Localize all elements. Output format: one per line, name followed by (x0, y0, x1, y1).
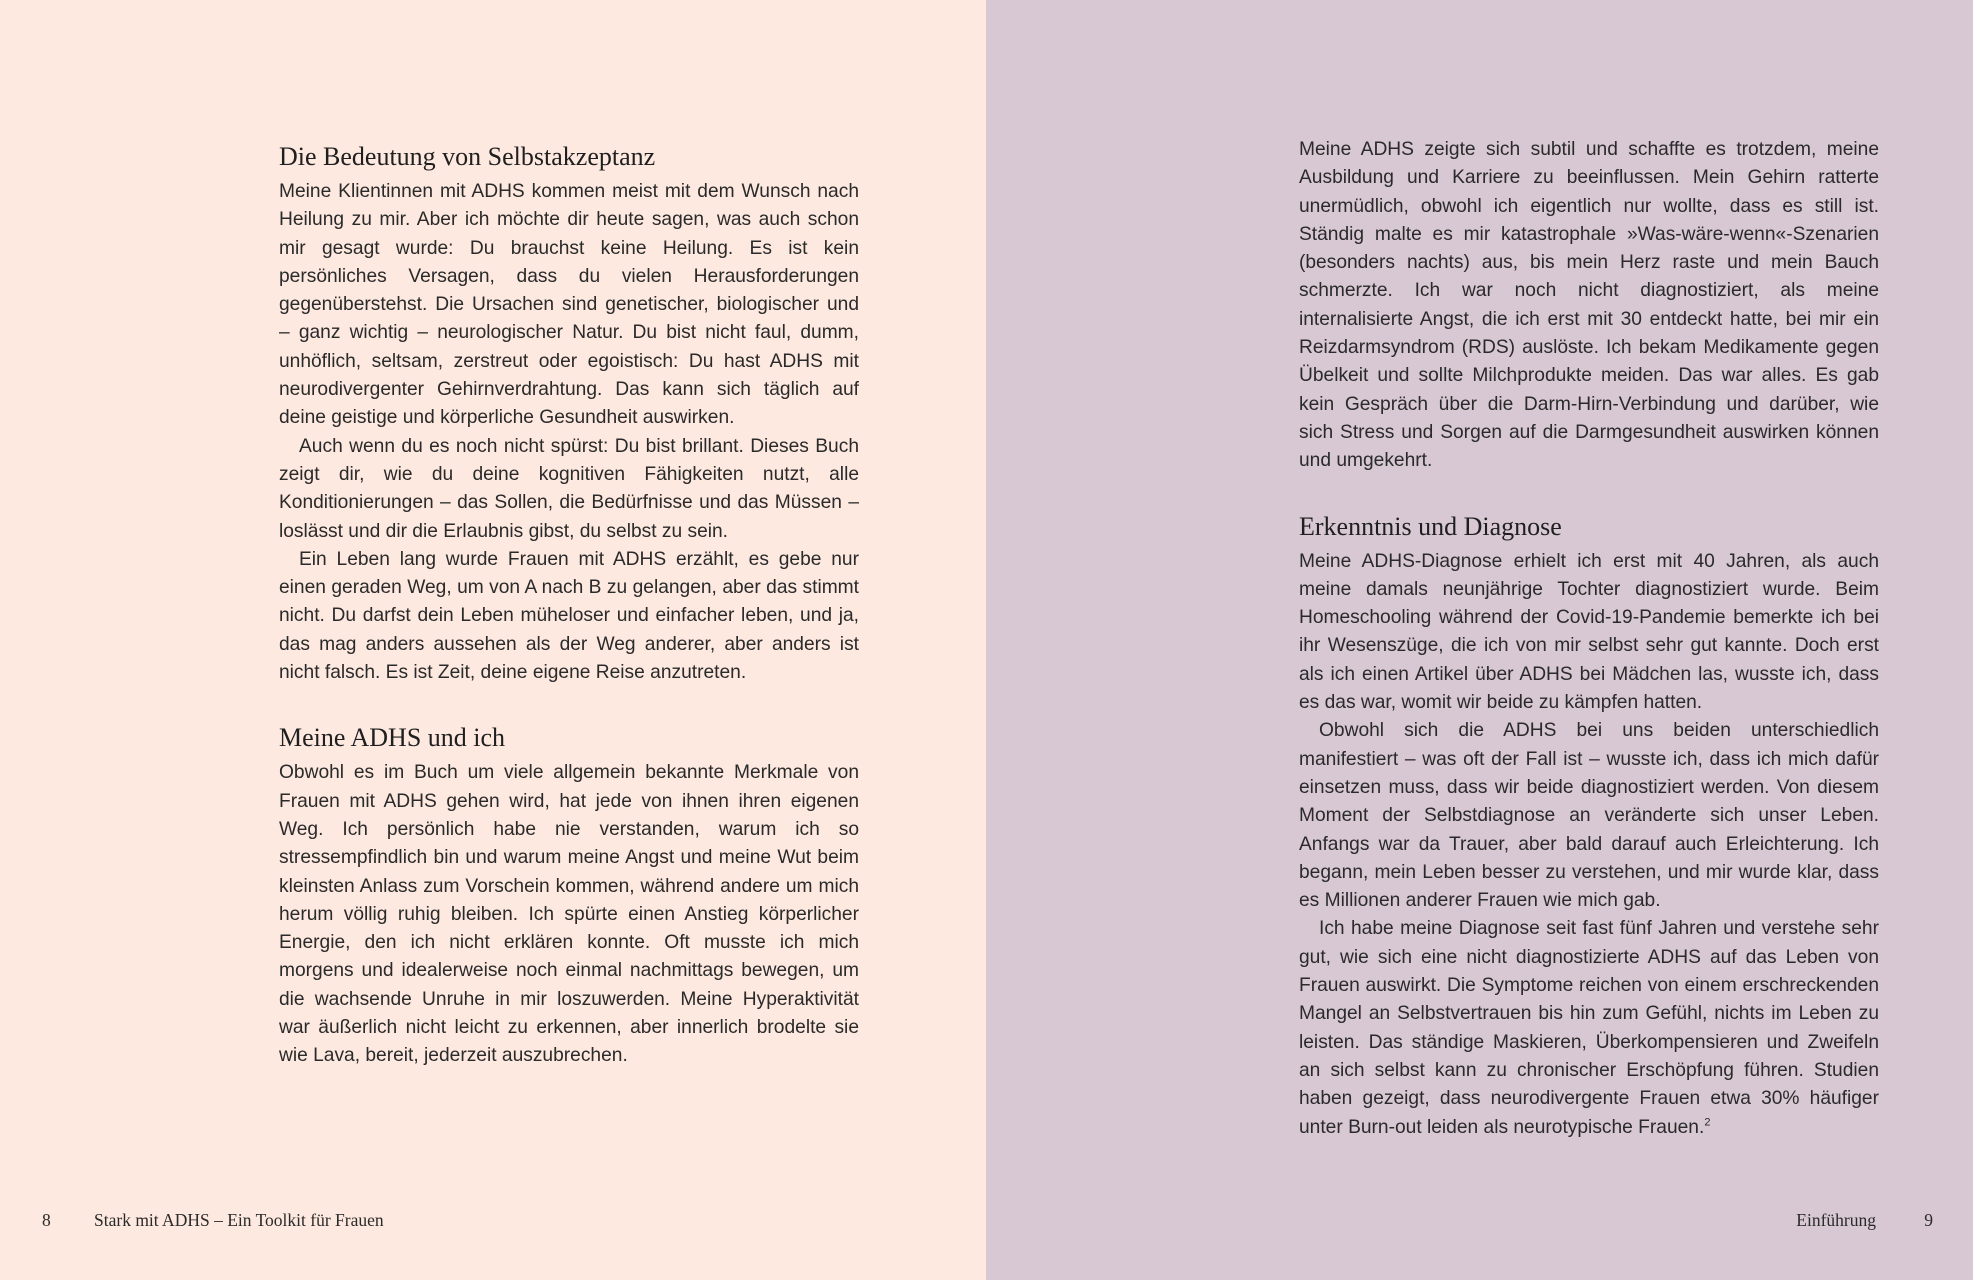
paragraph: Obwohl es im Buch um viele allgemein bekannte Merkmale von Frauen mit ADHS gehen wird, hat jede von ihnen ihren eigenen Weg. Ich persönlich habe nie verstanden, warum ich so stressempfindlich bin und warum meine Angst und meine Wut beim kleinsten Anlass zum Vorschein kommen, während andere um mich herum völlig ruhig bleiben. Ich spürte einen Anstieg körperlicher Energie, den ich nicht erklären konnte. Oft musste ich mich morgens und idealerweise noch einmal nachmittags bewegen, um die wachsende Unruhe in mir loszuwerden. Meine Hyperaktivität war äußerlich nicht leicht zu erkennen, aber innerlich brodelte sie wie Lava, bereit, jederzeit auszubrechen. (279, 762, 859, 1067)
paragraph: Ein Leben lang wurde Frauen mit ADHS erzählt, es gebe nur einen geraden Weg, um von A nach B zu gelangen, aber das stimmt nicht. Du darfst dein Leben müheloser und einfacher leben, und ja, das mag anders aussehen als der Weg anderer, aber anders ist nicht falsch. Es ist Zeit, deine eigene Reise anzutreten. (279, 548, 859, 684)
running-title-right: Einführung (1796, 1210, 1876, 1230)
paragraph: Obwohl sich die ADHS bei uns beiden unterschiedlich manifestiert – was oft der Fall ist – wusste ich, dass ich mich dafür einsetzen muss, dass wir beide diagnostiziert werden. Von diesem Moment der Selbstdiagnose an veränderte sich unser Leben. Anfangs war da Trauer, aber bald darauf auch Erleichterung. Ich begann, mein Leben besser zu verstehen, und mir wurde klar, dass es Millionen anderer Frauen wie mich gab. (1299, 720, 1879, 912)
left-page (0, 0, 986, 1280)
footnote-marker[interactable]: 2 (1704, 1116, 1711, 1129)
paragraph-with-footnote (1299, 915, 1879, 1141)
section-heading-diagnosis: Erkenntnis und Diagnose (1299, 511, 1562, 541)
section-heading-my-adhd: Meine ADHS und ich (279, 723, 506, 753)
page-number-left: 8 (42, 1210, 51, 1230)
right-column (1299, 136, 1879, 1142)
paragraph: Meine ADHS zeigte sich subtil und schaffte es trotzdem, meine Ausbildung und Karriere zu beeinflussen. Mein Gehirn ratterte unermüdlich, obwohl ich eigentlich nur wollte, dass es still ist. Ständig malte es mir katastrophale »Was-wäre-wenn«-Szenarien (besonders nachts) aus, bis mein Herz raste und mein Bauch schmerzte. Ich war noch nicht diagnostiziert, als meine internalisierte Angst, die ich erst mit 30 entdeckt hatte, bei mir ein Reizdarmsyndrom (RDS) auslöste. Ich bekam Medikamente gegen Übelkeit und sollte Milchprodukte meiden. Das war alles. Es gab kein Gespräch über die Darm-Hirn-Verbindung und darüber, wie sich Stress und Sorgen auf die Darmgesundheit auswirken können und umgekehrt. (1299, 139, 1879, 472)
section-gap (279, 687, 859, 721)
section-gap (1299, 476, 1879, 510)
paragraph: Meine Klientinnen mit ADHS kommen meist mit dem Wunsch nach Heilung zu mir. Aber ich möchte dir heute sagen, was auch schon mir gesagt wurde: Du brauchst keine Heilung. Es ist kein persönliches Versagen, dass du vielen Herausforderungen gegenüberstehst. Die Ursachen sind genetischer, biologischer und – ganz wichtig – neurologischer Natur. Du bist nicht faul, dumm, unhöflich, seltsam, zerstreut oder egoistisch: Du hast ADHS mit neurodivergenter Gehirnverdrahtung. Das kann sich täglich auf deine geistige und körperliche Gesundheit auswirken. (279, 181, 859, 429)
paragraph: Auch wenn du es noch nicht spürst: Du bist brillant. Dieses Buch zeigt dir, wie du deine kognitiven Fähigkeiten nutzt, alle Konditionierungen – das Sollen, die Bedürfnisse und das Müssen – loslässt und dir die Erlaubnis gibst, du selbst zu sein. (279, 435, 859, 542)
section-heading-self-acceptance: Die Bedeutung von Selbstakzeptanz (279, 142, 656, 171)
page-number-right: 9 (1924, 1210, 1933, 1230)
left-column (279, 140, 859, 1071)
paragraph-text: Ich habe meine Diagnose seit fast fünf Jahren und verstehe sehr gut, wie sich eine nicht diagnostizierte ADHS auf das Leben von Frauen auswirkt. Die Symptome reichen von einem erschreckenden Mangel an Selbstvertrauen bis hin zum Gefühl, nichts im Leben zu leisten. Das ständige Maskieren, Überkompensieren und Zweifeln an sich selbst kann zu chronischer Erschöpfung führen. Studien haben gezeigt, dass neurodivergente Frauen etwa 30% häufiger unter Burn-out leiden als neurotypische Frauen. (1299, 918, 1879, 1138)
running-title-left: Stark mit ADHS – Ein Toolkit für Frauen (94, 1210, 384, 1230)
paragraph: Meine ADHS-Diagnose erhielt ich erst mit 40 Jahren, als auch meine damals neunjährige Tochter diagnostiziert wurde. Beim Homeschooling während der Covid-19-Pandemie bemerkte ich bei ihr Wesenszüge, die ich von mir selbst sehr gut kannte. Doch erst als ich einen Artikel über ADHS bei Mädchen las, wusste ich, dass es das war, womit wir beide zu kämpfen hatten. (1299, 550, 1879, 714)
